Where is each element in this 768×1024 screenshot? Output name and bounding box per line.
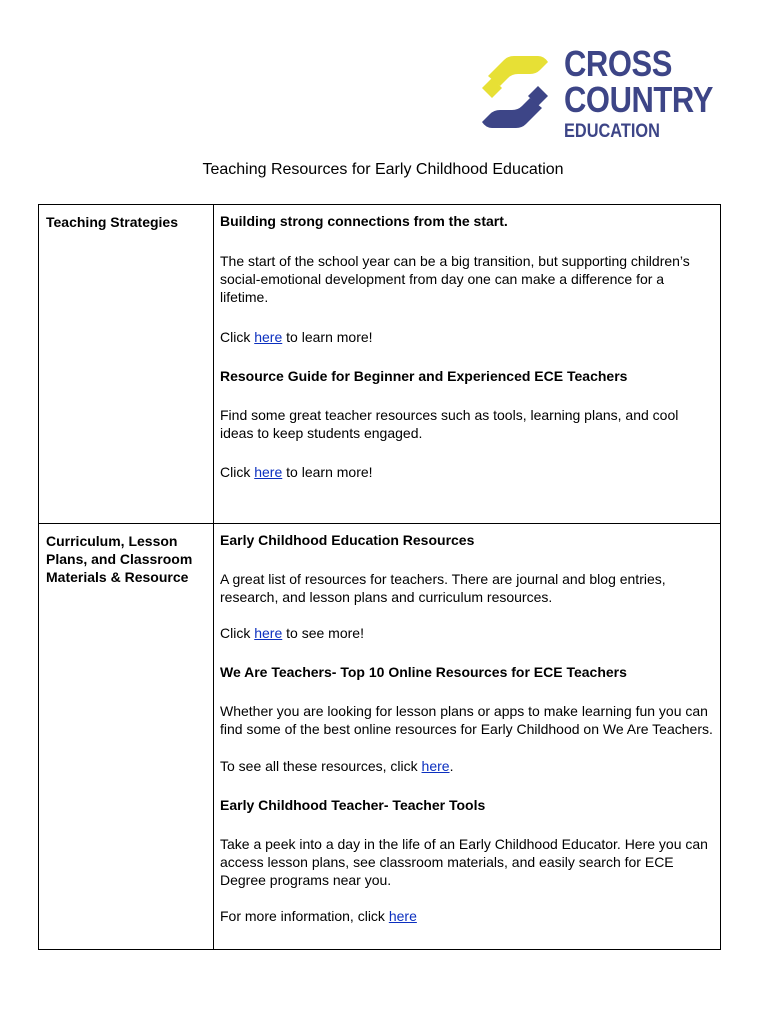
section-body: Take a peek into a day in the life of an Early Childhood Educator. Here you can access lesson plans, see classroom materials, and easily search for ECE Degree programs near you.	[220, 836, 708, 888]
section-link-line	[220, 624, 714, 642]
here-link[interactable]: here	[254, 464, 283, 480]
here-link[interactable]: here	[388, 908, 417, 924]
section-heading: Building strong connections from the start.	[220, 213, 508, 229]
table-row	[39, 524, 721, 950]
resources-table	[38, 204, 721, 950]
section-link-line	[220, 328, 714, 346]
content-cell	[214, 524, 721, 950]
here-link[interactable]: here	[254, 625, 283, 641]
logo-text-cross: CROSS	[564, 43, 672, 84]
section-body: A great list of resources for teachers. There are journal and blog entries, research, and lesson plans and curriculum resources.	[220, 571, 666, 605]
section-heading: Early Childhood Teacher- Teacher Tools	[220, 797, 486, 813]
section-body: Find some great teacher resources such as tools, learning plans, and cool ideas to keep students engaged.	[220, 407, 679, 441]
link-prefix: Click	[220, 329, 255, 345]
section-heading: Resource Guide for Beginner and Experienced ECE Teachers	[220, 368, 628, 384]
logo-mark-icon	[478, 52, 552, 132]
link-suffix: to learn more!	[282, 464, 373, 480]
link-suffix: .	[449, 758, 454, 774]
link-prefix: Click	[220, 625, 255, 641]
here-link[interactable]: here	[421, 758, 450, 774]
section-heading: We Are Teachers- Top 10 Online Resources for ECE Teachers	[220, 664, 627, 680]
link-prefix: For more information, click	[220, 908, 389, 924]
link-prefix: To see all these resources, click	[220, 758, 422, 774]
cross-country-education-logo	[478, 44, 724, 140]
page-title: Teaching Resources for Early Childhood Education	[202, 161, 564, 178]
here-link[interactable]: here	[254, 329, 283, 345]
link-prefix: Click	[220, 464, 255, 480]
section-link-line	[220, 757, 714, 775]
section-body: Whether you are looking for lesson plans or apps to make learning fun you can find some of the best online resources for Early Childhood on We Are Teachers.	[220, 703, 713, 737]
category-cell: Teaching Strategies	[39, 205, 214, 524]
section-link-line	[220, 907, 714, 925]
link-suffix: to see more!	[282, 625, 364, 641]
category-cell: Curriculum, Lesson Plans, and Classroom Materials & Resource	[39, 524, 214, 950]
logo-text-education: EDUCATION	[564, 121, 660, 142]
logo-wordmark	[564, 43, 737, 142]
section-link-line	[220, 463, 714, 481]
section-body: The start of the school year can be a big transition, but supporting children’s social-emotional development from day one can make a difference for a lifetime.	[220, 253, 690, 305]
section-heading: Early Childhood Education Resources	[220, 532, 475, 548]
logo-text-country: COUNTRY	[564, 79, 713, 120]
table-row	[39, 205, 721, 524]
content-cell	[214, 205, 721, 524]
link-suffix: to learn more!	[282, 329, 373, 345]
